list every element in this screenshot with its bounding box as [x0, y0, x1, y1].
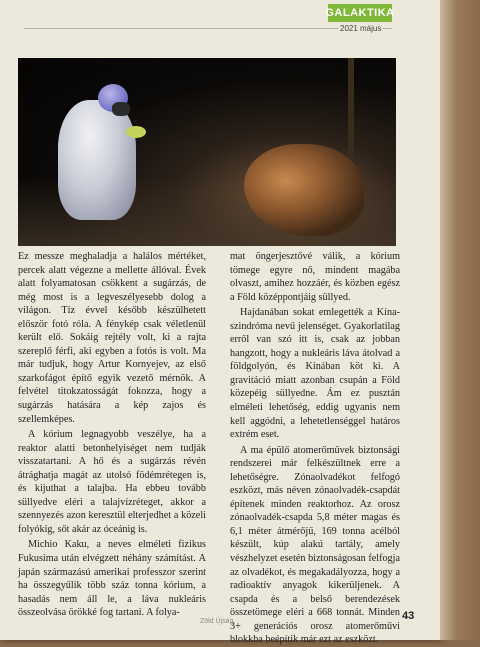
- paragraph: Ez messze meghaladja a halálos mértéket, percek alatt végezne a mellette állóval. Évek alatt folyamatosan csökkent a sugárzás, de még most is a legveszélyesebb dolog a világon. Tíz évvel később készülhetett először fotó róla. A fénykép csak véletlenül került elő. Sokáig rejtély volt, ki a rajta szereplő férfi, aki egyben a fotós is volt. Ma már tudjuk, hogy Artur Kornyejev, az első szarkofágot építő egyik vezető mérnök. A felvétel titokzatosságát fokozza, hogy a sugárzás hatására a kép zajos és szellemképes.: [18, 251, 206, 425]
- photo-beam: [348, 58, 354, 158]
- article-photo: [18, 58, 396, 246]
- paragraph: Michio Kaku, a neves elméleti fizikus Fukusima után elvégzett néhány számítást. A japán származású amerikai professzor szerint ha összegyűlik több száz tonna kórium, a hasadás nem áll le, a láva nukleáris összeolvása örökké fog tartani. A folya-: [18, 539, 206, 619]
- page-edge: [440, 0, 480, 640]
- paragraph: A kórium legnagyobb veszélye, ha a reaktor alatti betonhelyiséget nem tudják visszatartani. A hő és a sugárzás révén átrághatja magát az utolsó födémrétegen is, és kijuthat a talajba. Ha ebbeu tovább süllyedve eléri a talajvízréteget, akkor a szennyezés azon keresztül elterjedhet a közeli folyókig, sőt akár az óceánig is.: [18, 429, 206, 535]
- footer-label: Zöld Újság: [200, 618, 234, 625]
- paragraph: A ma épülő atomerőművek biztonsági rendszerei már felkészültnek erre a lehetőségre. Zónaolvadékot felfogó eszközt, más néven zónaolvadék-csapdát építenek minden reaktorhoz. Az orosz zónaolvadék-csapda 5,8 méter magas és 6,1 méter átmérőjű, 169 tonna acélból készült, kúp alakú tartály, amely vészhelyzet esetén biztonságosan felfogja az olvadékot, és megakadályozza, hogy a radioaktív anyagok kikerüljenek. A csapda és a belső berendezések összetömege eléri a 668 tonnát. Minden 3+ generációs orosz atomerőművi blokkba beépítik már ezt az eszközt.: [230, 444, 401, 646]
- brand-logo: GALAKTIKA: [328, 4, 392, 22]
- page-number: 43: [402, 610, 415, 622]
- photo-worker-glove: [126, 126, 146, 138]
- article-column-left: [18, 250, 206, 620]
- header-rule: [24, 28, 392, 29]
- paragraph: Hajdanában sokat emlegették a Kína-szindróma nevű jelenséget. Gyakorlatilag erről van szó itt is, csak az jobban hangzott, hogy a nukleáris láva átolvad a földgolyón, és Kínában köt ki. A gravitáció miatt azonban csupán a Föld közepéig süllyedne. Ám ez pusztán elméleti lehetőség, eddig ugyanis nem kell aggódni, a lehetetlenséggel határos extrém eset.: [230, 307, 400, 441]
- issue-date: 2021 május: [340, 24, 382, 33]
- photo-worker-mask: [112, 102, 130, 116]
- paragraph: mat öngerjesztővé válik, a kórium tömege egyre nő, mindent magába olvaszt, amihez hozzáér, és közben egész a Föld középpontjáig süllyed.: [230, 251, 400, 303]
- photo-worker-suit: [58, 100, 136, 220]
- article-column-right: [230, 250, 400, 647]
